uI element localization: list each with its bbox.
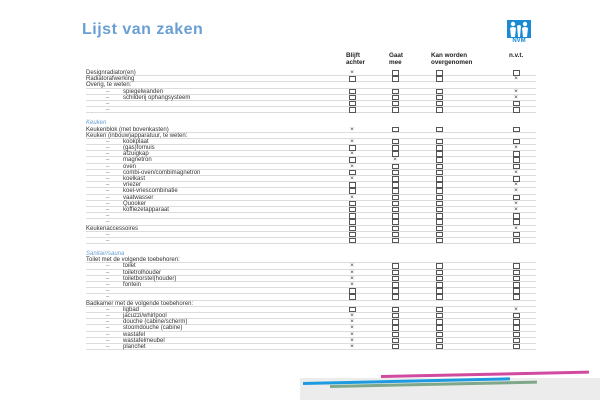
dash-bullet: –: [106, 151, 110, 158]
dash-bullet: –: [106, 263, 110, 270]
page-title: Lijst van zaken: [82, 21, 204, 38]
checkbox-checked[interactable]: ×: [350, 262, 354, 270]
dash-bullet: –: [106, 319, 110, 326]
row-label: toiletborstel(houder): [123, 275, 177, 282]
row-label: stoomdouche (cabine): [123, 325, 183, 332]
row-label: Toilet met de volgende toebehoren:: [86, 257, 180, 264]
row-label: Sanitair/sauna: [86, 251, 125, 258]
checkbox-checked[interactable]: ×: [350, 318, 354, 326]
row-label: vaatwasser: [123, 194, 154, 201]
row-label: toiletrolhouder: [123, 269, 162, 276]
dash-bullet: –: [106, 145, 110, 152]
row-label: magnetron: [123, 157, 152, 164]
dash-bullet: –: [106, 188, 110, 195]
dash-bullet: –: [106, 206, 110, 213]
checkbox-checked[interactable]: ×: [350, 175, 354, 182]
dash-bullet: –: [106, 294, 110, 301]
checkbox-checked[interactable]: ×: [514, 75, 518, 83]
dash-bullet: –: [106, 306, 110, 313]
checkbox-checked[interactable]: ×: [514, 187, 518, 195]
dash-bullet: –: [106, 325, 110, 332]
row-label: Keuken (inbouw)apparatuur, te weten:: [86, 132, 188, 139]
row-label: vriezer: [123, 182, 142, 189]
checkbox-checked[interactable]: ×: [514, 205, 518, 213]
row-label: planchet: [123, 343, 146, 350]
spacer: [86, 113, 536, 120]
dash-bullet: –: [106, 219, 110, 226]
dash-bullet: –: [106, 343, 110, 350]
column-header-gaat-mee: Gaat mee: [389, 52, 403, 66]
checkbox-checked[interactable]: ×: [350, 162, 354, 170]
nvm-logo: [507, 20, 531, 46]
row-label: Keukenblok (met bovenkasten): [86, 126, 169, 133]
row-label: koel-vriescombinatie: [123, 188, 178, 195]
dash-bullet: –: [106, 200, 110, 207]
checkbox-checked[interactable]: ×: [350, 324, 354, 332]
checkbox-checked[interactable]: ×: [350, 69, 354, 76]
dash-bullet: –: [106, 275, 110, 282]
row-label: ligbad: [123, 306, 140, 313]
row-label: koelkast: [123, 176, 146, 182]
row-label: Overig, te weten:: [86, 82, 132, 89]
dash-bullet: –: [106, 237, 110, 244]
items-table: [86, 70, 536, 350]
row-label: toilet: [123, 263, 136, 270]
row-label: Keukenaccessoires: [86, 225, 139, 232]
checkbox-empty[interactable]: [391, 344, 399, 350]
checkbox-checked[interactable]: ×: [514, 168, 518, 176]
column-header-nvt: n.v.t.: [509, 52, 524, 59]
dash-bullet: –: [106, 88, 110, 95]
checkbox-checked[interactable]: ×: [350, 193, 354, 201]
checkbox-checked[interactable]: ×: [514, 199, 518, 207]
dash-bullet: –: [106, 269, 110, 276]
checkbox-checked[interactable]: ×: [350, 336, 354, 344]
row-label: fontein: [123, 282, 142, 288]
checkbox-checked[interactable]: ×: [350, 268, 354, 276]
row-label: wastafel: [123, 331, 146, 338]
nvm-logo-text: NVM: [512, 38, 526, 44]
dash-bullet: –: [106, 182, 110, 189]
checkbox-checked[interactable]: ×: [514, 224, 518, 232]
row-label: Radiatorafwerking: [86, 76, 135, 83]
row-label: Quooker: [123, 200, 147, 207]
row-label: (gas)fornuis: [123, 145, 155, 152]
checkbox-checked[interactable]: ×: [350, 274, 354, 282]
dash-bullet: –: [106, 169, 110, 176]
row-label: Designradiator(en): [86, 70, 136, 76]
table-row: [86, 344, 536, 350]
checkbox-checked[interactable]: ×: [350, 330, 354, 338]
dash-bullet: –: [106, 312, 110, 319]
checkbox-checked[interactable]: ×: [350, 125, 354, 133]
row-label: koffiezetapparaat: [123, 206, 169, 213]
checkbox-checked[interactable]: ×: [514, 305, 518, 313]
row-label: kookplaat: [123, 138, 149, 145]
checkbox-checked[interactable]: ×: [514, 144, 518, 152]
row-label: oven: [123, 163, 137, 170]
row-label: schilderij ophangsysteem: [123, 94, 191, 101]
checkbox-checked[interactable]: ×: [350, 311, 354, 319]
dash-bullet: –: [106, 231, 110, 238]
dash-bullet: –: [106, 337, 110, 344]
spacer: [86, 244, 536, 251]
dash-bullet: –: [106, 288, 110, 295]
checkbox-checked[interactable]: ×: [514, 93, 518, 101]
row-label: Keuken: [86, 120, 107, 127]
nvm-logo-icon: [507, 20, 531, 38]
dash-bullet: –: [106, 100, 110, 107]
column-header-blijft-achter: Blijft achter: [346, 52, 365, 66]
checkbox-checked[interactable]: ×: [350, 281, 354, 288]
dash-bullet: –: [106, 107, 110, 114]
dash-bullet: –: [106, 282, 110, 288]
checkbox-checked[interactable]: ×: [350, 342, 354, 350]
dash-bullet: –: [106, 163, 110, 170]
column-header-kan-worden-overgenomen: Kan worden overgenomen: [431, 52, 473, 66]
checkbox-checked[interactable]: ×: [393, 156, 397, 164]
checkbox-checked[interactable]: ×: [514, 87, 518, 95]
dash-bullet: –: [106, 157, 110, 164]
checkbox-empty[interactable]: [512, 344, 520, 350]
row-label: jacuzzi/whirlpool: [123, 312, 167, 319]
row-label: douche (cabine/scherm): [123, 319, 188, 326]
checkbox-checked[interactable]: ×: [350, 150, 354, 158]
row-label: combi-oven/combimagnetron: [123, 169, 201, 176]
dash-bullet: –: [106, 331, 110, 338]
dash-bullet: –: [106, 176, 110, 182]
dash-bullet: –: [106, 94, 110, 101]
checkbox-checked[interactable]: ×: [514, 181, 518, 189]
checkbox-empty[interactable]: [435, 344, 443, 350]
checkbox-checked[interactable]: ×: [350, 137, 354, 145]
row-label: wastafelmeubel: [123, 337, 165, 344]
dash-bullet: –: [106, 194, 110, 201]
row-label: afzuigkap: [123, 151, 149, 158]
row-label: Badkamer met de volgende toebehoren:: [86, 300, 194, 307]
row-label: spiegelwanden: [123, 88, 164, 95]
dash-bullet: –: [106, 213, 110, 220]
dash-bullet: –: [106, 138, 110, 145]
